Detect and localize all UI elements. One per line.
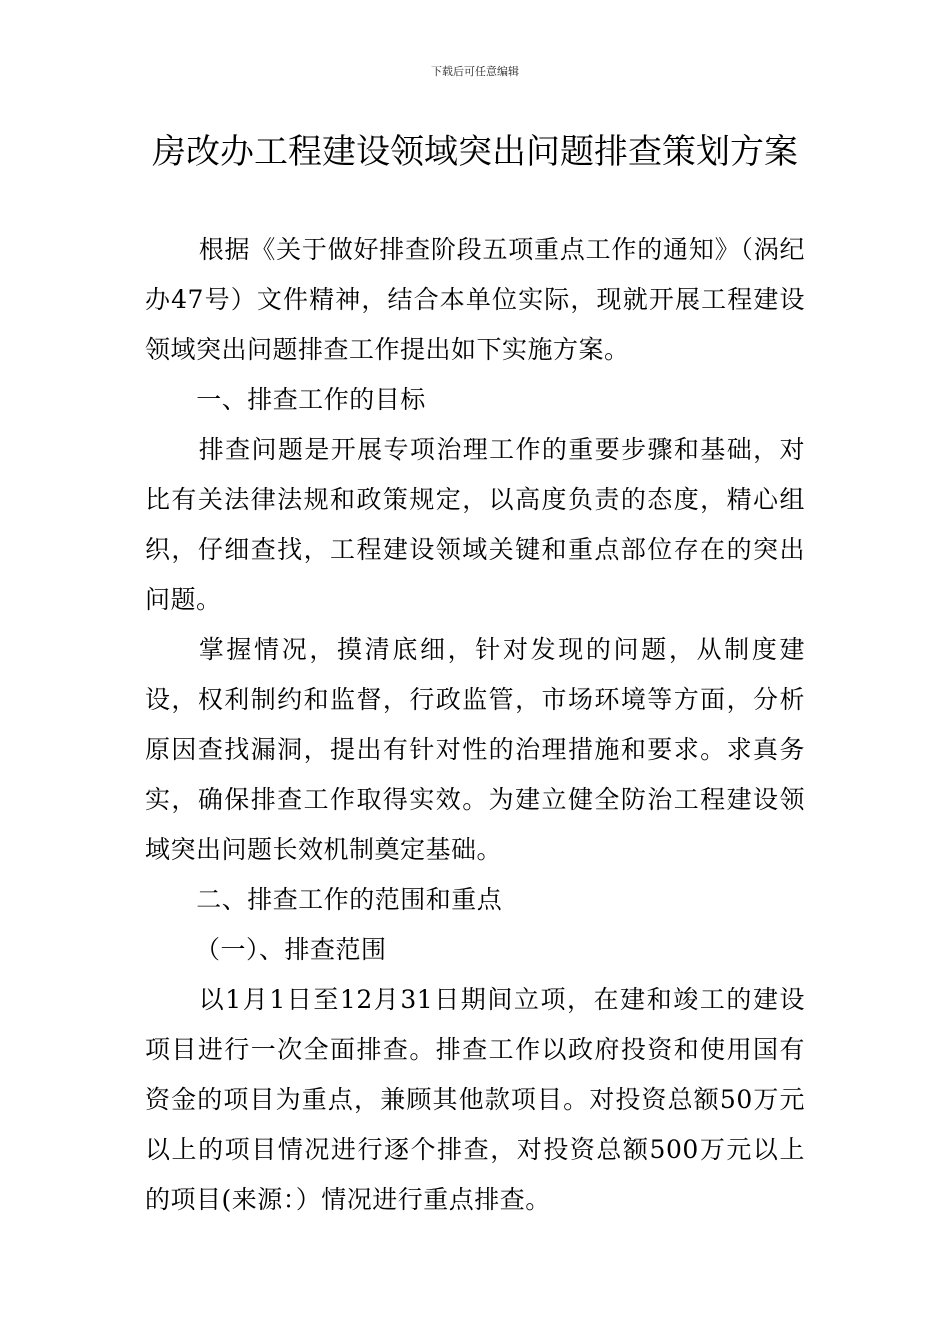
subsection-heading-range: （一）、排查范围 bbox=[195, 935, 387, 964]
page-header-note: 下载后可任意编辑 bbox=[431, 65, 519, 78]
document-body bbox=[145, 225, 805, 1225]
document-title: 房改办工程建设领域突出问题排查策划方案 bbox=[152, 132, 798, 172]
range-paragraph: 以1月1日至12月31日期间立项，在建和竣工的建设项目进行一次全面排查。排查工作以政府投资和使用国有资金的项目为重点，兼顾其他款项目。对投资总额50万元以上的项目情况进行逐个排查，对投资总额500万元以上的项目(来源：）情况进行重点排查。 bbox=[145, 985, 805, 1214]
goals-paragraph-2: 掌握情况，摸清底细，针对发现的问题，从制度建设，权利制约和监督，行政监管，市场环境等方面，分析原因查找漏洞，提出有针对性的治理措施和要求。求真务实，确保排查工作取得实效。为建立健全防治工程建设领域突出问题长效机制奠定基础。 bbox=[145, 635, 805, 864]
section-heading-goals: 一、排查工作的目标 bbox=[196, 385, 426, 414]
goals-paragraph-1: 排查问题是开展专项治理工作的重要步骤和基础，对比有关法律法规和政策规定，以高度负责的态度，精心组织，仔细查找，工程建设领域关键和重点部位存在的突出问题。 bbox=[145, 435, 805, 614]
section-heading-scope: 二、排查工作的范围和重点 bbox=[196, 885, 503, 914]
intro-paragraph: 根据《关于做好排查阶段五项重点工作的通知》（涡纪办47号）文件精神，结合本单位实际，现就开展工程建设领域突出问题排查工作提出如下实施方案。 bbox=[145, 235, 805, 364]
